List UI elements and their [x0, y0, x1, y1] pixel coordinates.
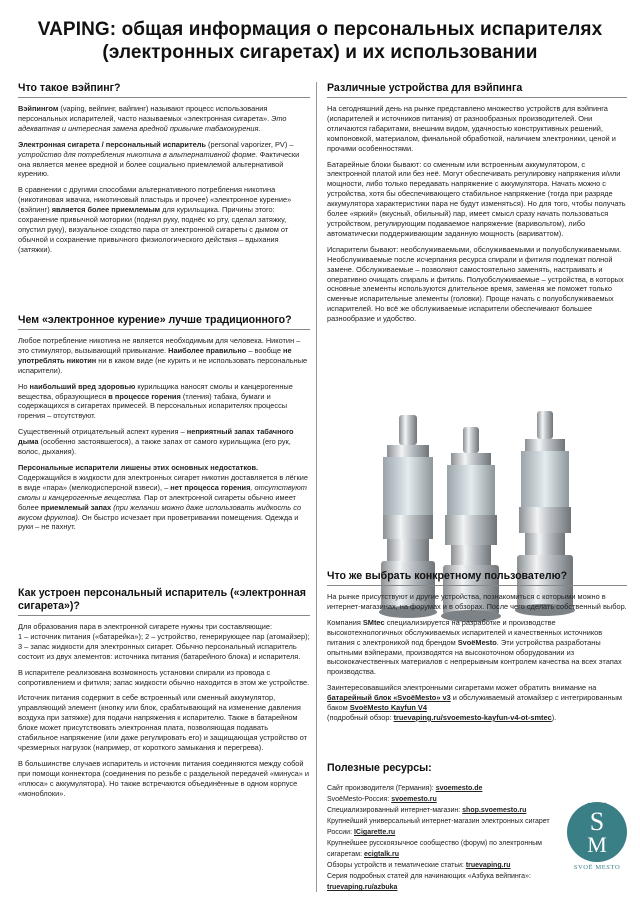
paragraph: Любое потребление никотина не является необходимым для человека. Никотин – это стимулятор, вызывающий привыкание. Наиболее правильно – вообще не употреблять никотин ни в каком виде (не курить и не использовать персональные испарители). [18, 336, 308, 375]
paragraph: Источник питания содержит в себе встроенный или сменный аккумулятор, управляющий элемент (кнопку или блок, срабатывающий на изменение давления воздуха при затяжке) для подачи напряжения к испарителю. Также в батарейном блоке может присутствовать электронная плата, позволяющая подавать стабильное напряжение (или даже регулировать его) и защищающая устройство от чрезмерных нагрузок (например, от короткого замыкания и перегрева). [18, 693, 308, 752]
list-item: Серия подробных статей для начинающих «Азбука вейпинга»: truevaping.ru/azbuka [327, 873, 531, 891]
list-item: Сайт производителя (Германия): svoemesto.de [327, 785, 483, 792]
paragraph: На рынке присутствуют и другие устройства, познакомиться с которыми можно в интернет-магазинах, на форумах и в обзорах. После чего сделать собственный выбор. [327, 592, 627, 611]
svoemesto-logo-icon [565, 792, 629, 872]
paragraph: Существенный отрицательный аспект курения – неприятный запах табачного дыма (особенно застоявшегося), а также запах от самого курильщика (его рук, волос, дыхания). [18, 427, 294, 457]
battery-link[interactable]: батарейный блок «SvoëMesto» v3 [327, 693, 451, 703]
section-heading: Как устроен персональный испаритель («электронная сигарета»)? [18, 587, 310, 616]
paragraph: Испарители бывают: необслуживаемыми, обслуживаемыми и полуобслуживаемыми. Необслуживаемые после исчерпания ресурса спирали и фитиля подлежат полной замене. Обслуживаемые – позволяют самостоятельно заменять, настраивать и оперативно очищать спираль и фитиль. Полуобслуживаемые – устройства, в которых основные элементы используются длительное время, заменяя же поможет только сменные испарительные элементы (головки). Проще начать с полуобслуживаемых испарителей. Но всё же обслуживаемые испарители обеспечивают большее разнообразие и удобство. [327, 244, 624, 324]
paragraph: Батарейные блоки бывают: со сменным или встроенным аккумулятором, с электронной платой или без неё. Могут обеспечивать регулировку напряжения и/или мощности, либо только передавать напряжение с аккумулятора. Начать можно с устройства, хотя бы обеспечивающего стабильное напряжение (тогда при разряде аккумулятора характеристики пара не будут изменяться). Но для того, чтобы получать более «яркий» (вкусный, обильный) пар, имеет смысл сразу начать пользоваться устройством, регулирующим подаваемое напряжение (варивольтом), либо автоматически поддерживающим заданную мощность (вариваттом). [327, 159, 626, 238]
paragraph: В испарителе реализована возможность установки спирали из провода с сопротивлением и фитиля; запас жидкости обычно находится в этом же устройстве. [18, 667, 310, 687]
section-devices [327, 82, 627, 330]
paragraph: Заинтересовавшийся электронными сигаретами может обратить внимание на батарейный блок «SvoëMesto» v3 и обслуживаемый атомайзер с интегрированным баком SvoëMesto Kayfun V4 (подробный обзор: truevaping.ru/svoemesto-kayfun-v4-ot-smtec). [327, 683, 622, 722]
page-title: VAPING: общая информация о персональных испарителях (электронных сигаретах) и их использовании [37, 19, 603, 63]
section-heading: Различные устройства для вэйпинга [327, 82, 627, 98]
paragraph: Компания SMtec специализируется на разработке и производстве высокотехнологичных обслуживаемых испарителей и качественных источников питания с электроникой под брендом SvoëMesto. Эти устройства разработаны опытными вэйперами, производятся на высокоточном оборудовании из высококачественных материалов с непрерывным контролем качества на всех этапах производства. [327, 617, 622, 677]
paragraph: Но наибольший вред здоровью курильщика наносят смолы и канцерогенные вещества, образующиеся в процессе горения (тления) табака, бумаги и содержащихся в сигаретах примесей. В персональных испарителях процессы горения – отсутствуют. [18, 381, 293, 421]
section-how-it-works [18, 587, 310, 805]
resource-link[interactable]: shop.svoemesto.ru [462, 807, 527, 814]
resource-link[interactable]: svoemesto.ru [391, 796, 437, 803]
resource-link[interactable]: truevaping.ru/azbuka [327, 884, 398, 891]
paragraph: Для образования пара в электронной сигарете нужны три составляющие: 1 – источник питания («батарейка»); 2 – устройство, генерирующее пар (атомайзер); 3 – запас жидкости для электронных сигарет. Обычно персональный испаритель состоит из двух элементов: источника питания (батарейного блока) и испарителя. [18, 622, 310, 661]
resource-link[interactable]: truevaping.ru [465, 862, 511, 869]
paragraph: На сегодняшний день на рынке представлено множество устройств для вэйпинга (испарителей и источников питания) от разнообразных производителей. Они отличаются габаритами, внешним видом, удачностью конструктивных решений, компоновкой, материалом, финальной обработкой, наличием электроники, ценой и прочими особенностями. [327, 104, 616, 153]
list-item: SvoëMesto-Россия: svoemesto.ru [327, 796, 437, 803]
resource-link[interactable]: svoemesto.de [435, 785, 483, 792]
section-heading: Что же выбрать конкретному пользователю? [327, 570, 627, 586]
paragraph: Вэйпингом (vaping, вейпинг, вайпинг) называют процесс использования персональных испарителей, часто называемых «электронная сигарета». Это адекватная и интересная замена вредной привычке табакокурения. [18, 104, 287, 133]
paragraph: Персональные испарители лишены этих основных недостатков. Содержащийся в жидкости для электронных сигарет никотин доставляется в лёгкие в виде «пара» (мелкодисперсной взвеси), – нет процесса горения, отсутствуют смолы и канцерогенные вещества. Пар от электронной сигареты обычно имеет более приемлемый запах (при желании можно даже использовать жидкость со вкусом фруктов). Он быстро исчезает при проветривании помещения. Одежда и руки – не пахнут. [18, 462, 308, 532]
kayfun-link[interactable]: SvoëMesto Kayfun V4 [349, 703, 427, 713]
section-heading: Что такое вэйпинг? [18, 82, 310, 98]
section-what-is-vaping [18, 82, 310, 261]
paragraph: В сравнении с другими способами альтернативного потребления никотина (никотиновая жвачка, никотиновый пластырь и прочее) «электронное курение» (вэйпинг) является более приемлемым для курильщика. Причины этого: сохранение привычной моторики (поднял руку, поднёс ко рту, сделал затяжку, опустил руку), визуальное сходство пара от электронной сигареты с дымом от обычной и сохранение привычного физиологического действия – вдыхания (затяжки). [18, 185, 292, 254]
review-link[interactable]: truevaping.ru/svoemesto-kayfun-v4-ot-smtec [393, 712, 552, 722]
list-item: Крупнейшее русскоязычное сообщество (форум) по электронным сигаретам: ecigtalk.ru [327, 840, 542, 858]
logo-text: SVOË MESTO [573, 864, 621, 871]
svg-text:M: M [587, 832, 607, 857]
svg-text:S: S [589, 807, 605, 836]
section-why-better [18, 314, 310, 538]
paragraph: В большинстве случаев испаритель и источник питания соединяются между собой при помощи коннектора (соединения по резьбе с раздельной передачей «минуса» и «плюса» с аккумулятора). Но также встречаются объединённые в одном корпусе «моноблоки». [18, 758, 310, 798]
section-what-to-choose [327, 570, 627, 729]
column-divider [316, 82, 317, 892]
list-item: Обзоры устройств и тематические статьи: truevaping.ru [327, 862, 511, 869]
paragraph: Электронная сигарета / персональный испаритель (personal vaporizer, PV) – устройство для потребления никотина в альтернативной форме. Фактически она является менее вредной и более социально приемлемой альтернативой курению. [18, 139, 300, 179]
section-heading: Чем «электронное курение» лучше традиционного? [18, 314, 310, 330]
resource-link[interactable]: ecigtalk.ru [363, 851, 399, 858]
resource-link[interactable]: ICigarette.ru [353, 829, 396, 836]
resources-list [327, 783, 552, 893]
list-item: Специализированный интернет-магазин: shop.svoemesto.ru [327, 807, 527, 814]
list-item: Крупнейший универсальный интернет-магазин электронных сигарет России: ICigarette.ru [327, 818, 550, 836]
section-heading: Полезные ресурсы: [327, 762, 432, 774]
